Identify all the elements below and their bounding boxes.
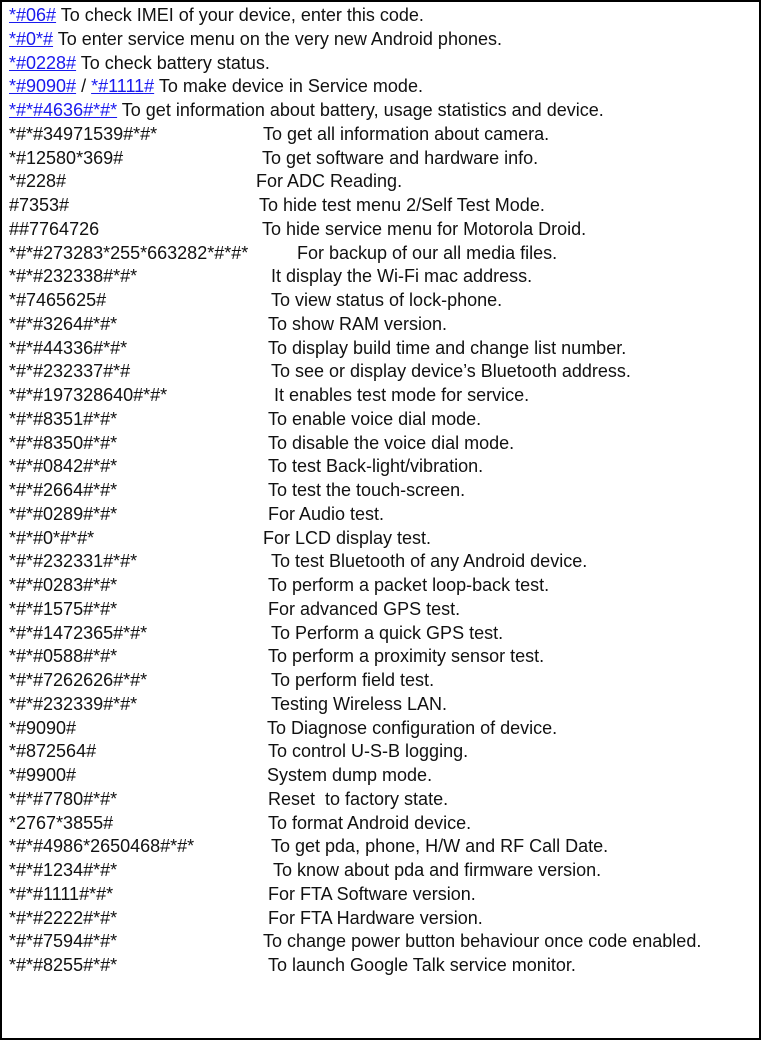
- code-description: To get information about battery, usage statistics and device.: [117, 100, 604, 120]
- code-value: *#*#2222#*#*: [9, 907, 118, 928]
- code-link[interactable]: *#0*#: [9, 28, 54, 49]
- code-description: To get all information about camera.: [263, 123, 550, 144]
- intro-line: [9, 4, 424, 27]
- code-description: To control U-S-B logging.: [268, 741, 469, 762]
- code-description: To show RAM version.: [268, 313, 448, 334]
- intro-line: [9, 28, 502, 51]
- code-description: To enter service menu on the very new Android phones.: [53, 28, 502, 49]
- code-value: *#7465625#: [9, 290, 107, 310]
- code-description: It enables test mode for service.: [274, 385, 530, 405]
- code-description: To test the touch-screen.: [268, 480, 466, 500]
- code-description: For ADC Reading.: [256, 171, 403, 192]
- code-value: *#*#232338#*#*: [9, 266, 138, 287]
- code-link[interactable]: *#06#: [9, 5, 57, 25]
- code-description: To test Back-light/vibration.: [268, 456, 484, 477]
- code-description: For LCD display test.: [263, 527, 432, 548]
- code-value: *#*#4986*2650468#*#*: [9, 836, 195, 857]
- code-description: For FTA Software version.: [268, 883, 476, 904]
- code-description: For backup of our all media files.: [297, 242, 558, 263]
- intro-line: [9, 52, 270, 75]
- code-value: *#872564#: [9, 741, 97, 762]
- code-description: Testing Wireless LAN.: [271, 693, 448, 714]
- code-description: To get pda, phone, H/W and RF Call Date.: [271, 836, 609, 857]
- code-value: *#*#44336#*#*: [9, 337, 128, 358]
- code-value: *#12580*369#: [9, 147, 124, 168]
- code-link[interactable]: *#0228#: [9, 52, 77, 73]
- code-value: *#*#232339#*#*: [9, 693, 138, 714]
- code-value: *#*#1111#*#*: [9, 883, 114, 904]
- code-description: To test Bluetooth of any Android device.: [271, 551, 588, 572]
- code-link[interactable]: *#1111#: [91, 76, 155, 97]
- code-description: To perform field test.: [271, 670, 435, 690]
- code-separator: /: [76, 76, 92, 97]
- code-description: To Perform a quick GPS test.: [271, 622, 504, 643]
- code-description: For advanced GPS test.: [268, 598, 461, 619]
- code-value: *#228#: [9, 171, 67, 192]
- code-value: ##7764726: [9, 218, 100, 239]
- code-description: To make device in Service mode.: [154, 76, 423, 97]
- code-description: To disable the voice dial mode.: [268, 432, 515, 453]
- code-description: To launch Google Talk service monitor.: [268, 955, 576, 975]
- code-description: To see or display device’s Bluetooth address.: [271, 361, 631, 382]
- code-value: *2767*3855#: [9, 812, 114, 833]
- code-link[interactable]: *#9090#: [9, 76, 77, 97]
- intro-line: [9, 99, 604, 122]
- code-value: *#*#1234#*#*: [9, 860, 118, 880]
- code-description: To hide test menu 2/Self Test Mode.: [259, 195, 545, 215]
- code-value: *#*#2664#*#*: [9, 480, 118, 500]
- code-value: *#*#232331#*#*: [9, 551, 138, 572]
- code-value: *#*#3264#*#*: [9, 313, 118, 334]
- code-value: *#*#8351#*#*: [9, 408, 118, 429]
- code-description: To display build time and change list number.: [268, 337, 627, 358]
- code-description: To change power button behaviour once code enabled.: [263, 931, 702, 952]
- code-value: *#*#8350#*#*: [9, 432, 118, 453]
- code-value: *#*#0*#*#*: [9, 527, 95, 548]
- code-description: To check IMEI of your device, enter this code.: [56, 5, 424, 25]
- code-description: To get software and hardware info.: [262, 147, 539, 168]
- code-description: To format Android device.: [268, 812, 472, 833]
- code-description: To perform a proximity sensor test.: [268, 646, 545, 667]
- code-description: To perform a packet loop-back test.: [268, 575, 550, 595]
- code-description: For Audio test.: [268, 503, 385, 524]
- code-description: To know about pda and firmware version.: [273, 860, 602, 880]
- code-value: *#*#197328640#*#*: [9, 385, 168, 405]
- code-link[interactable]: *#*#4636#*#*: [9, 100, 118, 120]
- intro-line: [9, 75, 423, 98]
- code-description: For FTA Hardware version.: [268, 907, 483, 928]
- code-description: To enable voice dial mode.: [268, 408, 482, 429]
- code-description: To hide service menu for Motorola Droid.: [262, 218, 587, 239]
- code-value: *#*#7780#*#*: [9, 788, 118, 809]
- code-description: Reset to factory state.: [268, 788, 449, 809]
- code-value: *#*#1575#*#*: [9, 598, 118, 619]
- code-value: *#*#0289#*#*: [9, 503, 118, 524]
- code-value: #7353#: [9, 195, 70, 215]
- code-value: *#*#0588#*#*: [9, 646, 118, 667]
- code-value: *#*#1472365#*#*: [9, 622, 148, 643]
- code-value: *#9090#: [9, 717, 77, 738]
- code-description: To check battery status.: [76, 52, 270, 73]
- code-description: To Diagnose configuration of device.: [267, 717, 558, 738]
- code-description: To view status of lock-phone.: [271, 290, 503, 310]
- code-description: It display the Wi-Fi mac address.: [271, 266, 533, 287]
- code-value: *#*#232337#*#: [9, 361, 131, 382]
- code-value: *#*#7594#*#*: [9, 931, 118, 952]
- code-value: *#*#34971539#*#*: [9, 123, 158, 144]
- code-value: *#9900#: [9, 765, 77, 785]
- code-value: *#*#0283#*#*: [9, 575, 118, 595]
- code-value: *#*#7262626#*#*: [9, 670, 148, 690]
- code-value: *#*#0842#*#*: [9, 456, 118, 477]
- code-description: System dump mode.: [267, 765, 433, 785]
- code-value: *#*#8255#*#*: [9, 955, 118, 975]
- code-value: *#*#273283*255*663282*#*#*: [9, 242, 249, 263]
